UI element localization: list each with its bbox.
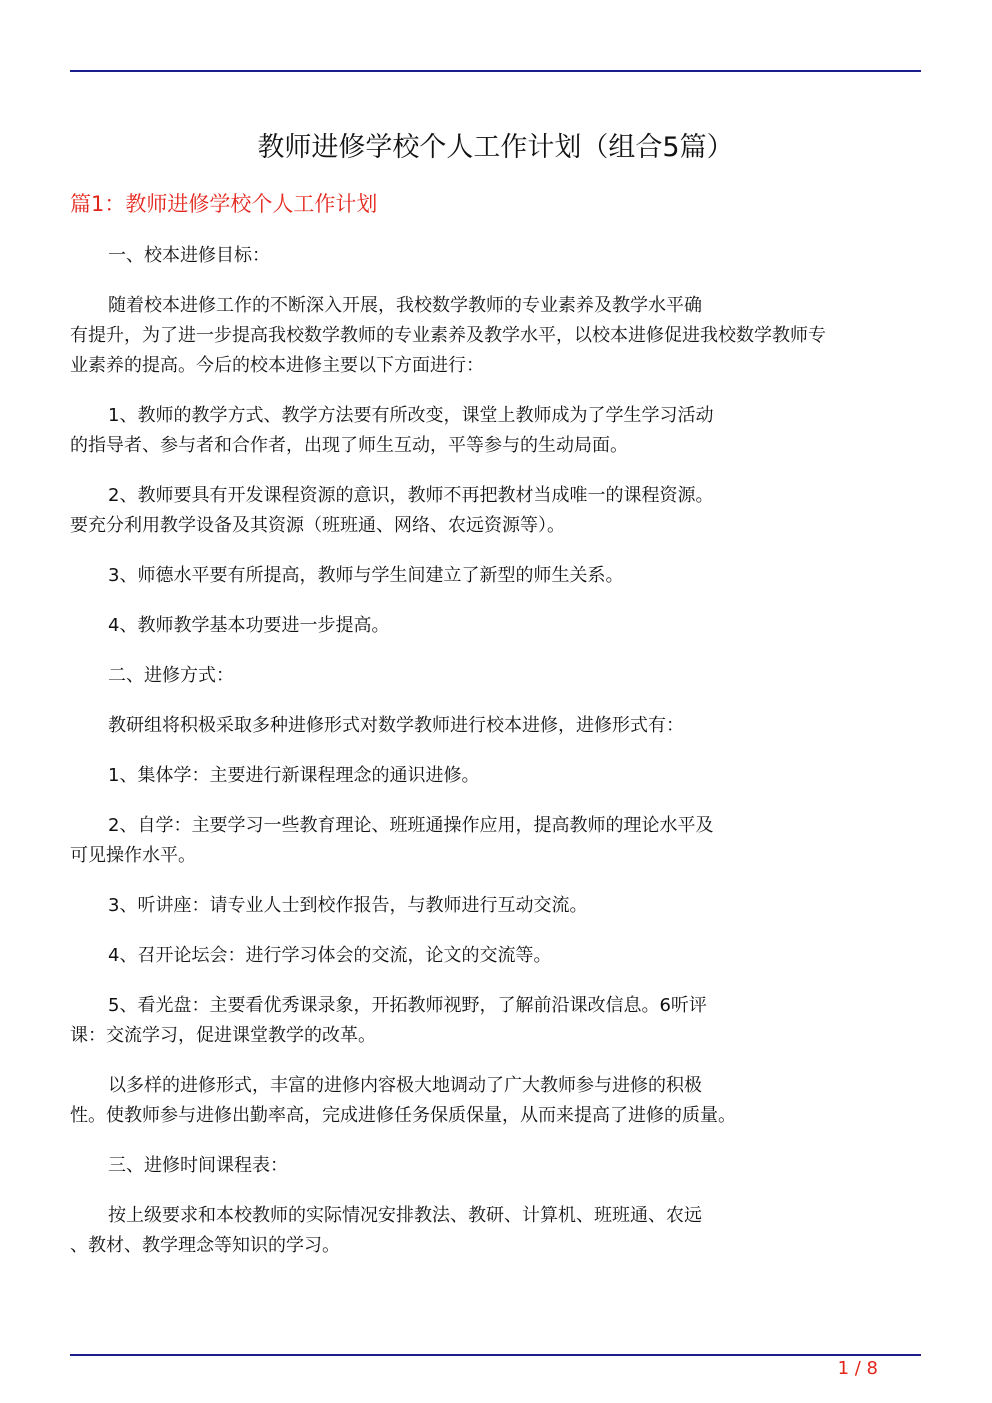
paragraph-7 (70, 661, 921, 691)
paragraph-line: 1、教师的教学方式、教学方法要有所改变，课堂上教师成为了学生学习活动 (108, 405, 714, 426)
paragraph-line: 有提升，为了进一步提高我校数学教师的专业素养及教学水平，以校本进修促进我校数学教师专 (70, 325, 826, 346)
paragraph-8 (70, 711, 921, 741)
paragraph-4 (70, 481, 921, 541)
paragraph-3 (70, 401, 921, 461)
paragraph-line: 2、教师要具有开发课程资源的意识，教师不再把教材当成唯一的课程资源。 (108, 485, 714, 506)
paragraph-line: 3、师德水平要有所提高，教师与学生间建立了新型的师生关系。 (108, 565, 624, 586)
paragraph-line: 2、自学：主要学习一些教育理论、班班通操作应用，提高教师的理论水平及 (108, 815, 714, 836)
footer-rule (70, 1354, 921, 1356)
paragraph-13 (70, 991, 921, 1051)
paragraph-line: 课：交流学习，促进课堂教学的改革。 (70, 1025, 376, 1046)
paragraph-line: 教研组将积极采取多种进修形式对数学教师进行校本进修，进修形式有： (108, 715, 684, 736)
paragraph-line: 以多样的进修形式，丰富的进修内容极大地调动了广大教师参与进修的积极 (108, 1075, 702, 1096)
paragraph-15 (70, 1151, 921, 1181)
paragraph-6 (70, 611, 921, 641)
section-heading: 篇1：教师进修学校个人工作计划 (70, 192, 378, 216)
paragraph-10 (70, 811, 921, 871)
paragraph-line: 的指导者、参与者和合作者，出现了师生互动，平等参与的生动局面。 (70, 435, 628, 456)
paragraph-line: 业素养的提高。今后的校本进修主要以下方面进行： (70, 355, 484, 376)
paragraph-line: 、教材、教学理念等知识的学习。 (70, 1235, 340, 1256)
paragraph-line: 可见操作水平。 (70, 845, 196, 866)
paragraph-1 (70, 241, 921, 271)
paragraph-line: 1、集体学：主要进行新课程理念的通识进修。 (108, 765, 480, 786)
paragraph-line: 性。使教师参与进修出勤率高，完成进修任务保质保量，从而来提高了进修的质量。 (70, 1105, 736, 1126)
paragraph-line: 二、进修方式： (108, 665, 234, 686)
paragraph-line: 一、校本进修目标： (108, 245, 270, 266)
paragraph-line: 4、召开论坛会：进行学习体会的交流，论文的交流等。 (108, 945, 552, 966)
paragraph-2 (70, 291, 921, 381)
paragraph-5 (70, 561, 921, 591)
paragraph-14 (70, 1071, 921, 1131)
paragraph-line: 随着校本进修工作的不断深入开展，我校数学教师的专业素养及教学水平确 (108, 295, 702, 316)
paragraph-16 (70, 1201, 921, 1261)
paragraph-12 (70, 941, 921, 971)
paragraph-11 (70, 891, 921, 921)
paragraph-line: 三、进修时间课程表： (108, 1155, 288, 1176)
paragraph-line: 按上级要求和本校教师的实际情况安排教法、教研、计算机、班班通、农远 (108, 1205, 702, 1226)
paragraph-line: 4、教师教学基本功要进一步提高。 (108, 615, 390, 636)
paragraph-9 (70, 761, 921, 791)
paragraph-line: 3、听讲座：请专业人士到校作报告，与教师进行互动交流。 (108, 895, 588, 916)
document-title: 教师进修学校个人工作计划（组合5篇） (257, 132, 734, 163)
header-rule (70, 70, 921, 72)
paragraph-line: 5、看光盘：主要看优秀课录象，开拓教师视野，了解前沿课改信息。6听评 (108, 995, 707, 1016)
paragraph-line: 要充分利用教学设备及其资源（班班通、网络、农远资源等）。 (70, 515, 565, 536)
page-number: 1 / 8 (837, 1358, 878, 1379)
